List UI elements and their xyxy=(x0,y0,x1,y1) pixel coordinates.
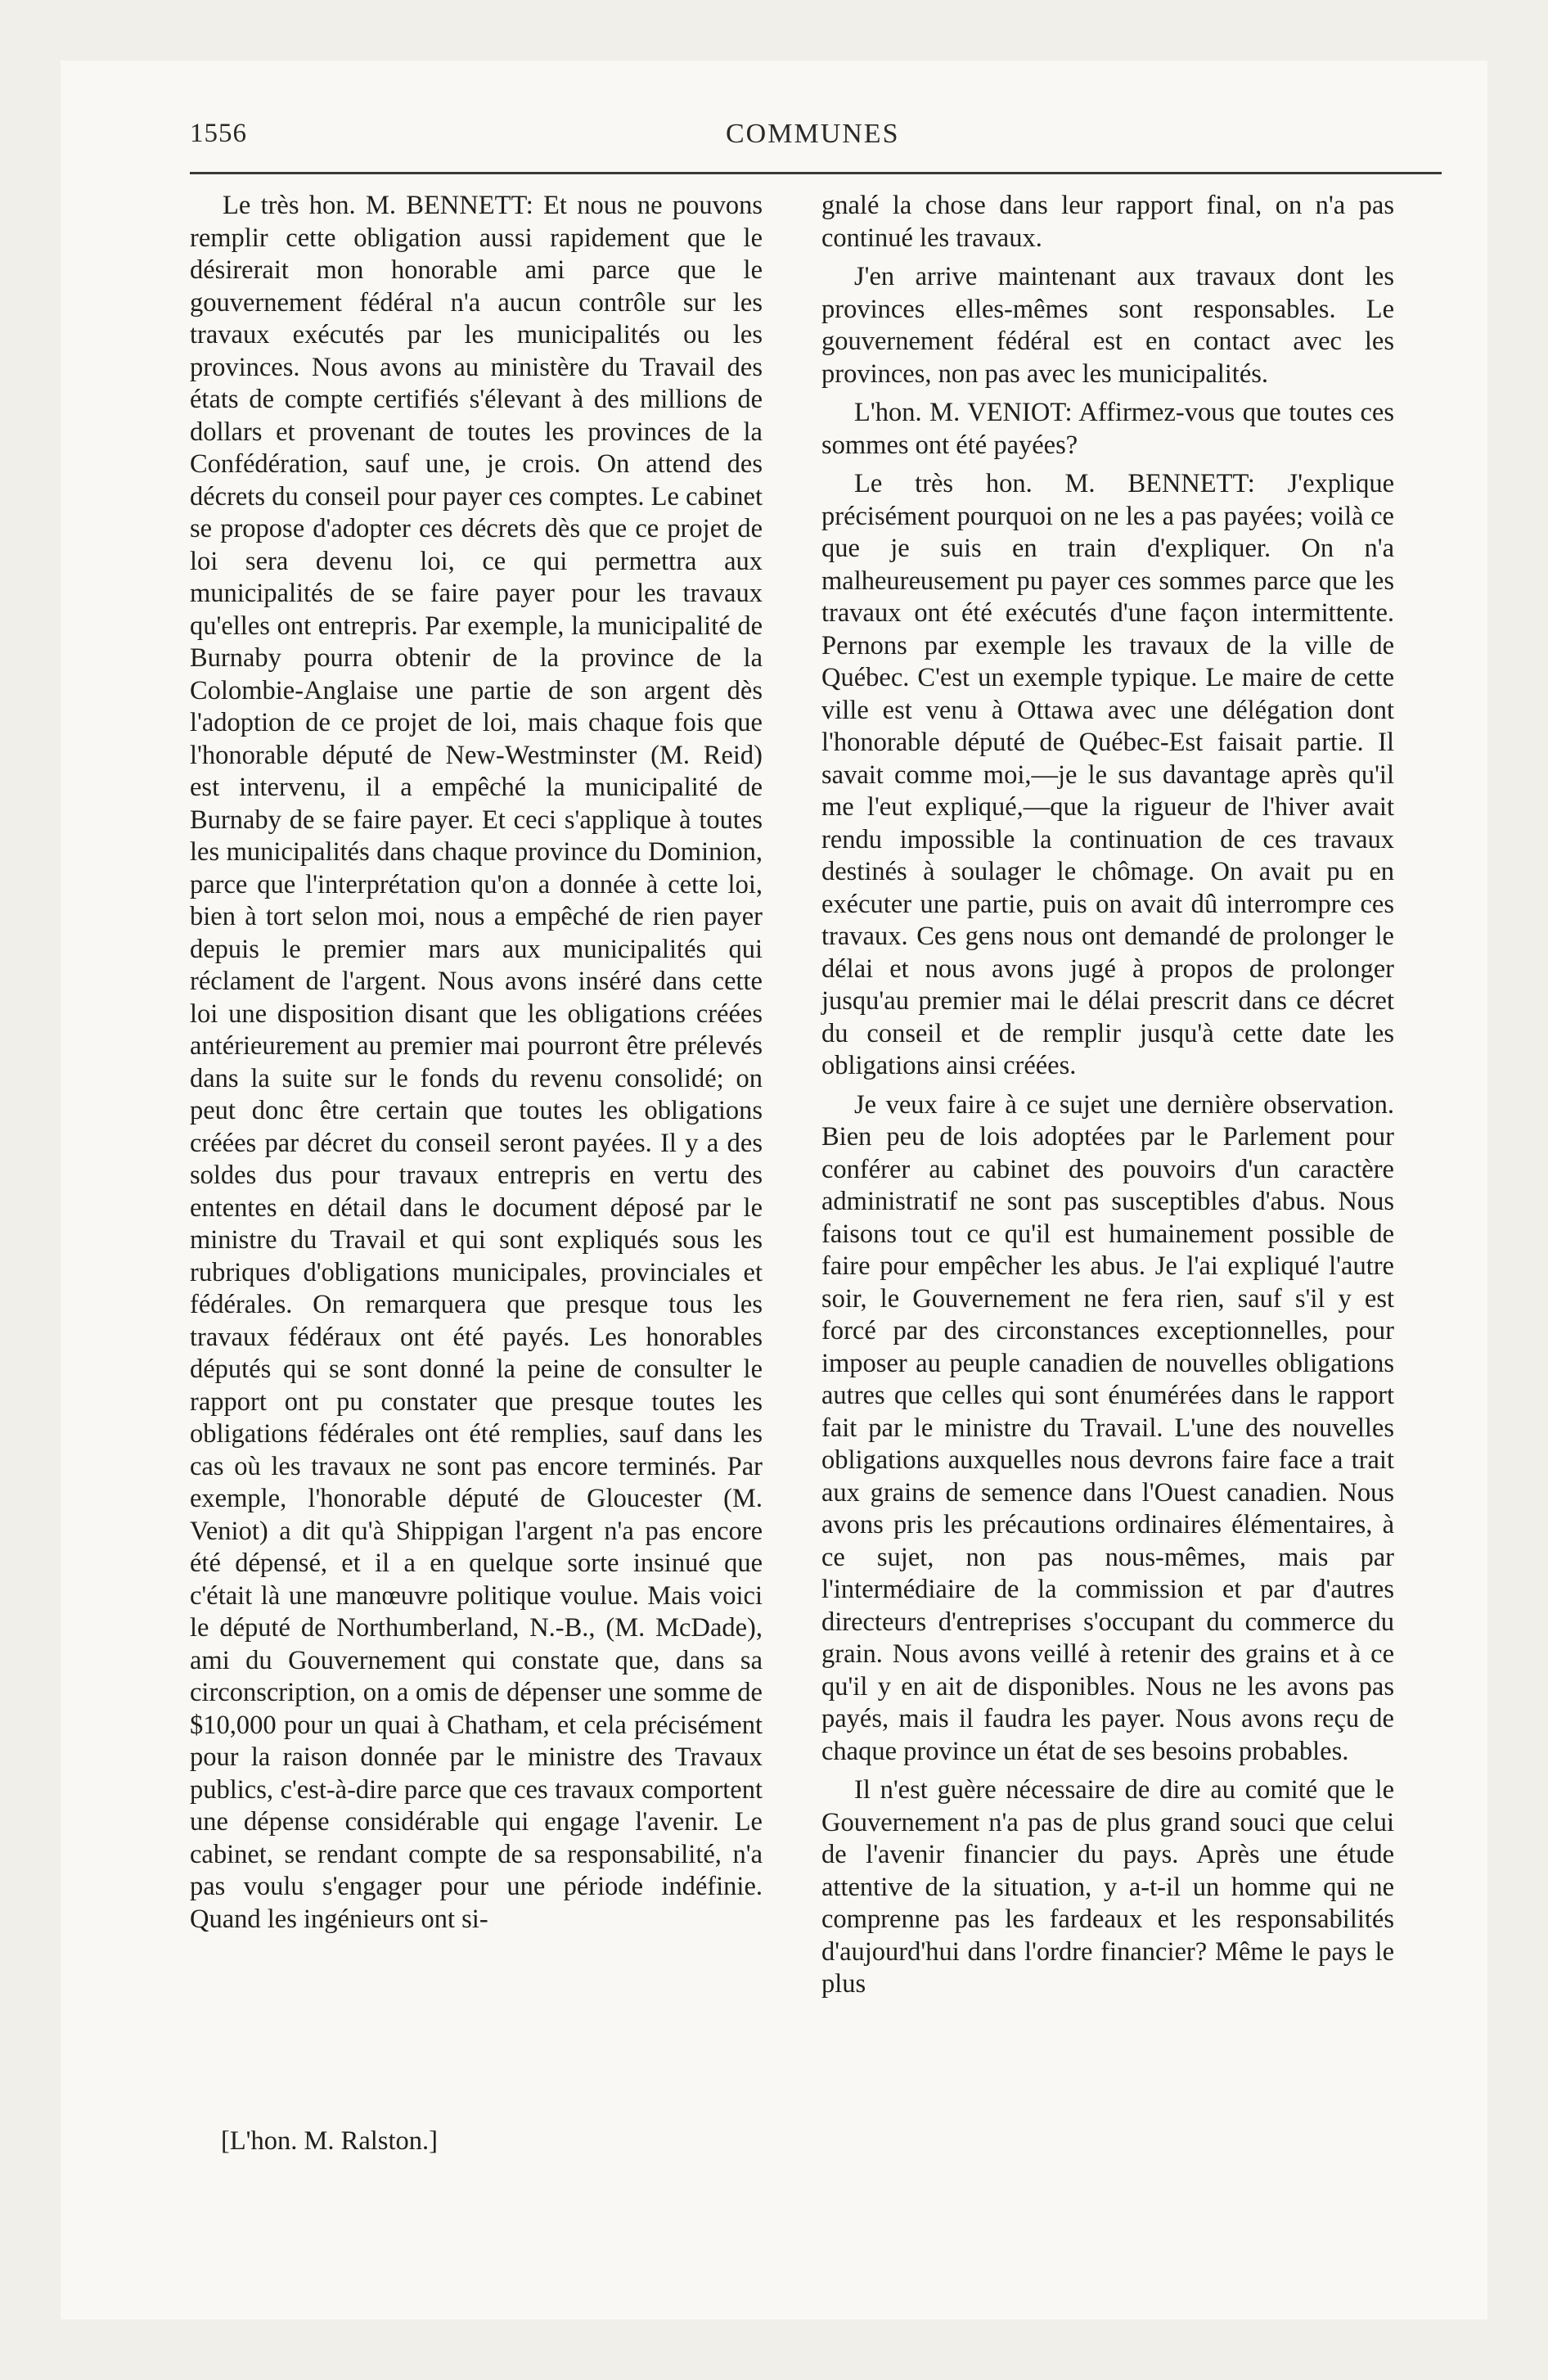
right-paragraph: gnalé la chose dans leur rapport final, on n'a pas continué les travaux. xyxy=(821,191,1394,253)
right-paragraph: Je veux faire à ce sujet une dernière observation. Bien peu de lois adoptées par le Parlement pour conférer au cabinet des pouvoirs d'un caractère administratif ne sont pas susceptibles d'abus. Nous faisons tout ce qu'il est humainement possible de faire pour empêcher les abus. Je l'ai expliqué l'autre soir, le Gouvernement ne fera rien, sauf s'il y est forcé par des circonstances exceptionnelles, pour imposer au peuple canadien de nouvelles obligations autres que celles qui sont énumérées dans le rapport fait par le ministre du Travail. L'une des nouvelles obligations auxquelles nous devrons faire face a trait aux grains de semence dans l'Ouest canadien. Nous avons pris les précautions ordinaires élémentaires, à ce sujet, non pas nous-mêmes, mais par l'intermédiaire de la commission et par d'autres directeurs d'entreprises s'occupant du commerce du grain. Nous avons veillé à retenir des grains et à ce qu'il y en ait de disponibles. Nous ne les avons pas payés, mais il faudra les payer. Nous avons reçu de chaque province un état de ses besoins probables. xyxy=(821,1089,1394,1766)
right-paragraph: Il n'est guère nécessaire de dire au comité que le Gouvernement n'a pas de plus grand souci que celui de l'avenir financier du pays. Après une étude attentive de la situation, y a-t-il un homme qui ne comprenne pas les fardeaux et les responsabilités d'aujourd'hui dans l'ordre financier? Même le pays le plus xyxy=(821,1775,1394,1999)
left-column xyxy=(190,190,763,1936)
page-number: 1556 xyxy=(190,119,247,148)
header-rule xyxy=(190,172,1442,174)
right-paragraph: L'hon. M. VENIOT: Affirmez-vous que toutes ces sommes ont été payées? xyxy=(821,398,1394,460)
right-paragraph: Le très hon. M. BENNETT: J'explique précisément pourquoi on ne les a pas payées; voilà ce que je suis en train d'expliquer. On n'a malheureusement pu payer ces sommes parce que les travaux ont été exécutés d'une façon intermittente. Pernons par exemple les travaux de la ville de Québec. C'est un exemple typique. Le maire de cette ville est venu à Ottawa avec une délégation dont l'honorable député de Québec-Est faisait partie. Il savait comme moi,—je le sus davantage après qu'il me l'eut expliqué,—que la rigueur de l'hiver avait rendu impossible la continuation de ces travaux destinés à soulager le chômage. On avait pu en exécuter une partie, puis on avait dû interrompre ces travaux. Ces gens nous ont demandé de prolonger le délai et nous avons jugé à propos de prolonger jusqu'au premier mai le délai prescrit dans ce décret du conseil et de remplir jusqu'à cette date les obligations ainsi créées. xyxy=(821,469,1394,1080)
right-column xyxy=(821,190,1394,2001)
speaker-footer-note: [L'hon. M. Ralston.] xyxy=(221,2126,438,2156)
running-head: COMMUNES xyxy=(726,119,900,149)
right-paragraph: J'en arrive maintenant aux travaux dont les provinces elles-mêmes sont responsables. Le gouvernement fédéral est en contact avec les provinces, non pas avec les municipalités. xyxy=(821,262,1394,389)
page-header xyxy=(190,119,1442,168)
left-paragraph: Le très hon. M. BENNETT: Et nous ne pouvons remplir cette obligation aussi rapidement que le désirerait mon honorable ami parce que le gouvernement fédéral n'a aucun contrôle sur les travaux exécutés par les municipalités ou les provinces. Nous avons au ministère du Travail des états de compte certifiés s'élevant à des millions de dollars et provenant de toutes les provinces de la Confédération, sauf une, je crois. On attend des décrets du conseil pour payer ces comptes. Le cabinet se propose d'adopter ces décrets dès que ce projet de loi sera devenu loi, ce qui permettra aux municipalités de se faire payer pour les travaux qu'elles ont entrepris. Par exemple, la municipalité de Burnaby pourra obtenir de la province de la Colombie-Anglaise une partie de son argent dès l'adoption de ce projet de loi, mais chaque fois que l'honorable député de New-Westminster (M. Reid) est intervenu, il a empêché la municipalité de Burnaby de se faire payer. Et ceci s'applique à toutes les municipalités dans chaque province du Dominion, parce que l'interprétation qu'on a donnée à cette loi, bien à tort selon moi, nous a empêché de rien payer depuis le premier mars aux municipalités qui réclament de l'argent. Nous avons inséré dans cette loi une disposition disant que les obligations créées antérieurement au premier mai pourront être prélevés dans la suite sur le fonds du revenu consolidé; on peut donc être certain que toutes les obligations créées par décret du conseil seront payées. Il y a des soldes dus pour travaux entrepris en vertu des ententes en détail dans le document déposé par le ministre du Travail et qui sont expliqués sous les rubriques d'obligations municipales, provinciales et fédérales. On remarquera que presque tous les travaux fédéraux ont été payés. Les honorables députés qui se sont donné la peine de consulter le rapport ont pu constater que presque toutes les obligations fédérales ont été remplies, sauf dans les cas où les travaux ne sont pas encore terminés. Par exemple, l'honorable député de Gloucester (M. Veniot) a dit qu'à Shippigan l'argent n'a pas encore été dépensé, et il a en quelque sorte insinué que c'était là une manœuvre politique voulue. Mais voici le député de Northumberland, N.-B., (M. McDade), ami du Gouvernement qui constate que, dans sa circonscription, on a omis de dépenser une somme de $10,000 pour un quai à Chatham, et cela précisément pour la raison donnée par le ministre des Travaux publics, c'est-à-dire parce que ces travaux comportent une dépense considérable qui engage l'avenir. Le cabinet, se rendant compte de sa responsabilité, n'a pas voulu s'engager pour une période indéfinie. Quand les ingénieurs ont si- xyxy=(190,191,763,1934)
